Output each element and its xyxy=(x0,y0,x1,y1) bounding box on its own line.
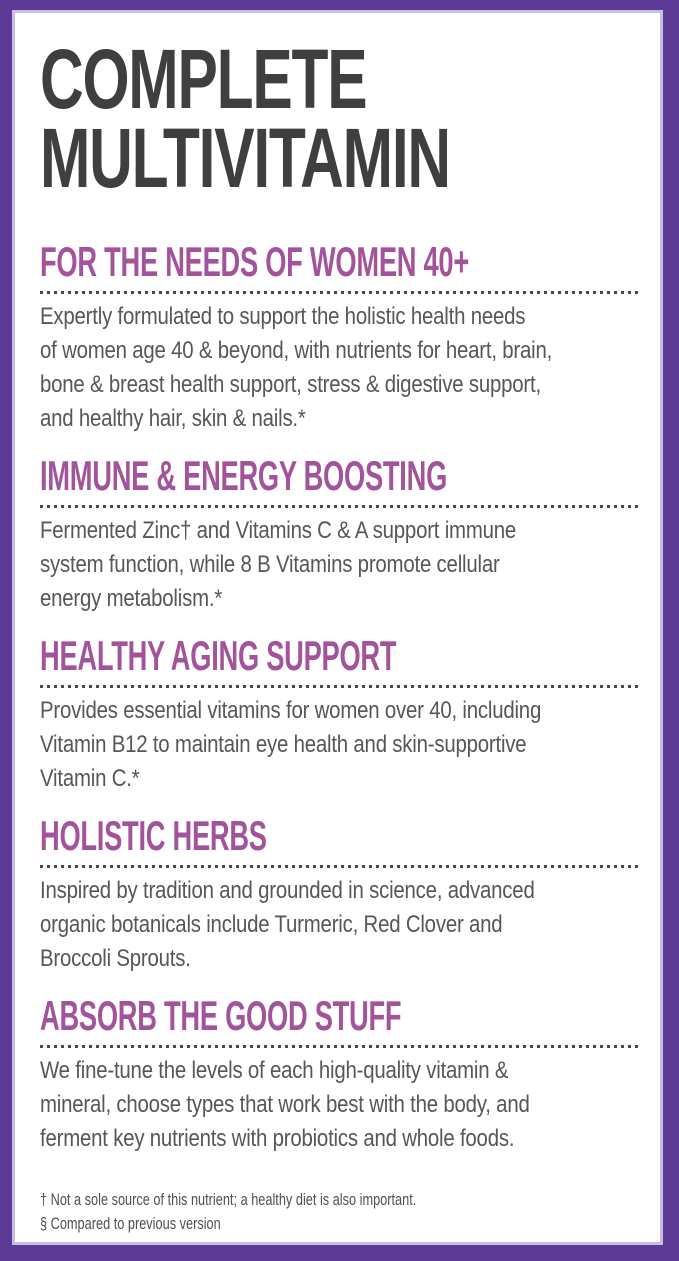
body-line: bone & breast health support, stress & digestive support, xyxy=(40,371,541,398)
body-line: Expertly formulated to support the holistic health needs xyxy=(40,303,526,330)
body-line: system function, while 8 B Vitamins promote cellular xyxy=(40,551,500,578)
section-heading: IMMUNE & ENERGY BOOSTING xyxy=(40,452,448,499)
product-title-line2: MULTIVITAMIN xyxy=(40,111,450,205)
body-line: Provides essential vitamins for women over 40, including xyxy=(40,697,542,724)
dotted-divider xyxy=(40,865,638,868)
section-body xyxy=(40,694,638,796)
body-line: Fermented Zinc† and Vitamins C & A support immune xyxy=(40,517,517,544)
section-body xyxy=(40,1054,638,1156)
section-heading: HEALTHY AGING SUPPORT xyxy=(40,632,397,679)
section-healthy-aging xyxy=(40,634,638,796)
product-title xyxy=(40,32,471,205)
footnote-section-mark: § Compared to previous version xyxy=(40,1214,221,1233)
body-line: of women age 40 & beyond, with nutrients for heart, brain, xyxy=(40,337,553,364)
body-line: energy metabolism.* xyxy=(40,585,223,612)
label-content xyxy=(12,10,663,1236)
body-line: Vitamin C.* xyxy=(40,765,140,792)
section-absorb-good-stuff xyxy=(40,994,638,1156)
body-line: Broccoli Sprouts. xyxy=(40,945,191,972)
product-title-line1: COMPLETE xyxy=(40,32,367,126)
section-body xyxy=(40,874,638,976)
section-immune-energy xyxy=(40,454,638,616)
section-heading: HOLISTIC HERBS xyxy=(40,812,267,859)
section-heading: ABSORB THE GOOD STUFF xyxy=(40,992,402,1039)
dotted-divider xyxy=(40,505,638,508)
footnotes xyxy=(40,1188,640,1236)
body-line: ferment key nutrients with probiotics and whole foods. xyxy=(40,1125,515,1152)
dotted-divider xyxy=(40,291,638,294)
body-line: Vitamin B12 to maintain eye health and skin-supportive xyxy=(40,731,527,758)
body-line: Inspired by tradition and grounded in science, advanced xyxy=(40,877,535,904)
white-panel xyxy=(12,10,663,1245)
section-needs-of-women xyxy=(40,240,638,436)
section-heading: FOR THE NEEDS OF WOMEN 40+ xyxy=(40,238,469,285)
footnote-dagger: † Not a sole source of this nutrient; a healthy diet is also important. xyxy=(40,1190,417,1209)
dotted-divider xyxy=(40,1045,638,1048)
body-line: organic botanicals include Turmeric, Red Clover and xyxy=(40,911,503,938)
body-line: and healthy hair, skin & nails.* xyxy=(40,405,306,432)
dotted-divider xyxy=(40,685,638,688)
body-line: mineral, choose types that work best with the body, and xyxy=(40,1091,530,1118)
body-line: We fine-tune the levels of each high-quality vitamin & xyxy=(40,1057,509,1084)
section-holistic-herbs xyxy=(40,814,638,976)
section-body xyxy=(40,514,638,616)
section-body xyxy=(40,300,638,436)
